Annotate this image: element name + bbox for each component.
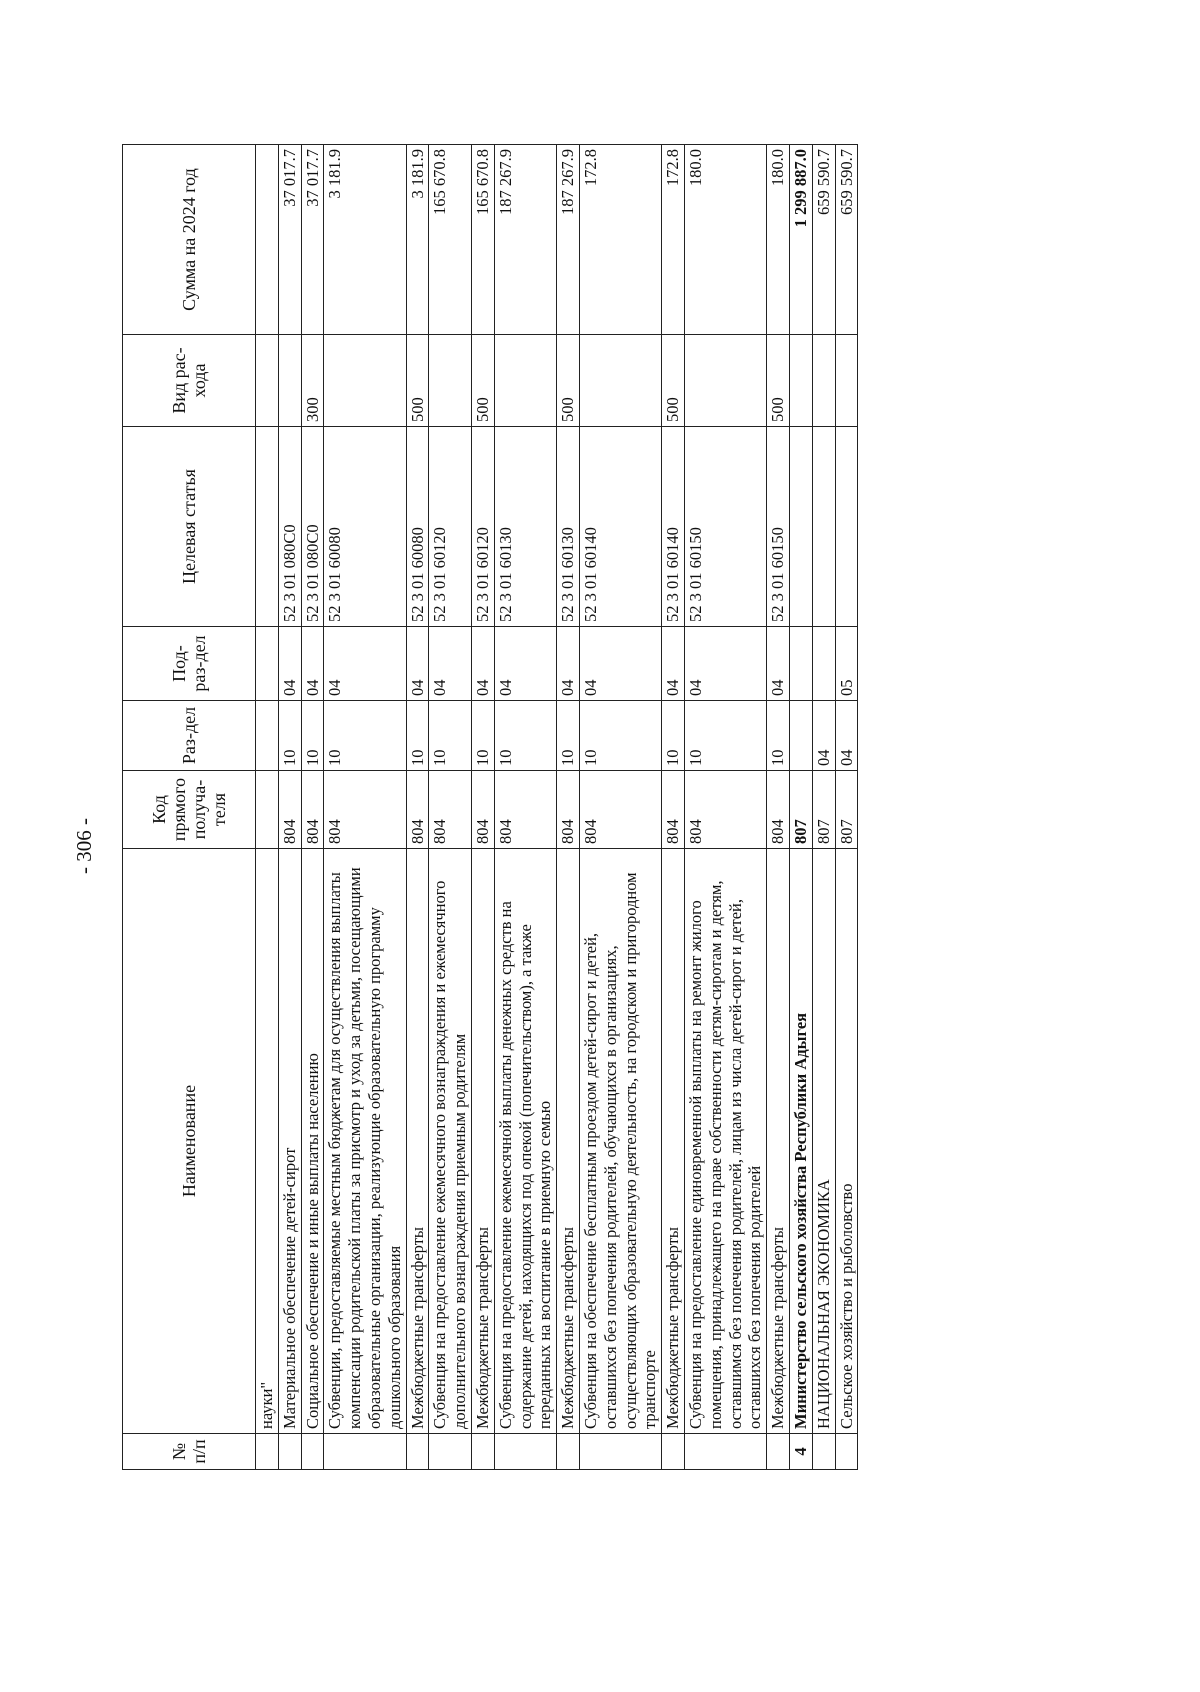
cell-name: Субвенции, предоставляемые местным бюджетам для осуществления выплаты компенсации родительской платы за присмотр и уход за детьми, посещающими образовательные организации, реализующие образовательную программу дошкольного образования <box>324 849 406 1434</box>
cell-subsection: 04 <box>557 627 580 701</box>
cell-recipient-code: 804 <box>579 771 661 849</box>
header-section: Раз-дел <box>123 701 256 771</box>
cell-target-article: 52 3 01 60130 <box>557 427 580 627</box>
cell-num <box>684 1434 766 1470</box>
cell-amount: 180.0 <box>684 145 766 335</box>
cell-expense-type <box>494 335 556 427</box>
cell-amount: 3 181.9 <box>406 145 429 335</box>
cell-num <box>324 1434 406 1470</box>
cell-section: 10 <box>324 701 406 771</box>
header-num: № п/п <box>123 1434 256 1470</box>
table-row <box>301 145 324 1470</box>
cell-section: 10 <box>278 701 301 771</box>
cell-target-article: 52 3 01 60080 <box>406 427 429 627</box>
cell-amount: 37 017.7 <box>278 145 301 335</box>
rotated-table-container <box>122 145 982 1470</box>
cell-name: Сельское хозяйство и рыболовство <box>835 849 858 1434</box>
table-row <box>557 145 580 1470</box>
cell-section: 10 <box>767 701 790 771</box>
cell-subsection: 04 <box>579 627 661 701</box>
cell-subsection: 05 <box>835 627 858 701</box>
cell-name: Субвенция на предоставление единовременной выплаты на ремонт жилого помещения, принадлежащего на праве собственности детям-сиротам и детям, оставшимся без попечения родителей, лицам из числа детей-сирот и детей, оставшихся без попечения родителей <box>684 849 766 1434</box>
cell-amount: 659 590.7 <box>812 145 835 335</box>
cell-num <box>256 1434 279 1470</box>
cell-num <box>579 1434 661 1470</box>
cell-name: Субвенция на предоставление ежемесячного вознаграждения и ежемесячного дополнительного вознаграждения приемным родителям <box>429 849 472 1434</box>
cell-expense-type <box>684 335 766 427</box>
cell-expense-type <box>278 335 301 427</box>
cell-recipient-code <box>256 771 279 849</box>
header-amount: Сумма на 2024 год <box>123 145 256 335</box>
cell-name: Межбюджетные трансферты <box>557 849 580 1434</box>
cell-num <box>471 1434 494 1470</box>
header-recipient-code: Код прямого получа-теля <box>123 771 256 849</box>
cell-num: 4 <box>789 1434 812 1470</box>
table-row <box>767 145 790 1470</box>
cell-expense-type <box>789 335 812 427</box>
cell-expense-type: 500 <box>471 335 494 427</box>
cell-target-article: 52 3 01 60140 <box>662 427 685 627</box>
table-row <box>812 145 835 1470</box>
table-row <box>429 145 472 1470</box>
cell-subsection: 04 <box>406 627 429 701</box>
cell-target-article: 52 3 01 60130 <box>494 427 556 627</box>
cell-num <box>429 1434 472 1470</box>
cell-target-article <box>835 427 858 627</box>
cell-section: 10 <box>301 701 324 771</box>
table-header-row <box>123 145 256 1470</box>
cell-expense-type: 300 <box>301 335 324 427</box>
cell-expense-type: 500 <box>406 335 429 427</box>
cell-amount: 3 181.9 <box>324 145 406 335</box>
cell-section: 04 <box>812 701 835 771</box>
cell-expense-type <box>429 335 472 427</box>
cell-recipient-code: 804 <box>767 771 790 849</box>
cell-recipient-code: 807 <box>835 771 858 849</box>
cell-amount: 165 670.8 <box>471 145 494 335</box>
cell-amount: 172.8 <box>579 145 661 335</box>
table-row <box>579 145 661 1470</box>
cell-subsection: 04 <box>494 627 556 701</box>
cell-amount: 180.0 <box>767 145 790 335</box>
cell-recipient-code: 804 <box>684 771 766 849</box>
cell-recipient-code: 804 <box>301 771 324 849</box>
cell-num <box>835 1434 858 1470</box>
cell-section: 10 <box>494 701 556 771</box>
cell-recipient-code: 804 <box>557 771 580 849</box>
cell-subsection <box>789 627 812 701</box>
page-number: - 306 - <box>72 818 96 874</box>
cell-section: 10 <box>429 701 472 771</box>
cell-name: науки" <box>256 849 279 1434</box>
cell-name: Межбюджетные трансферты <box>767 849 790 1434</box>
cell-name: Социальное обеспечение и иные выплаты населению <box>301 849 324 1434</box>
table-row <box>256 145 279 1470</box>
cell-target-article <box>256 427 279 627</box>
cell-amount: 165 670.8 <box>429 145 472 335</box>
cell-name: Межбюджетные трансферты <box>406 849 429 1434</box>
cell-recipient-code: 807 <box>789 771 812 849</box>
cell-recipient-code: 804 <box>278 771 301 849</box>
cell-target-article: 52 3 01 60120 <box>429 427 472 627</box>
header-subsection: Под-раз-дел <box>123 627 256 701</box>
cell-name: Министерство сельского хозяйства Республики Адыгея <box>789 849 812 1434</box>
cell-target-article: 52 3 01 60080 <box>324 427 406 627</box>
cell-section: 10 <box>662 701 685 771</box>
cell-recipient-code: 804 <box>324 771 406 849</box>
cell-expense-type <box>324 335 406 427</box>
cell-num <box>494 1434 556 1470</box>
cell-section <box>256 701 279 771</box>
cell-section: 04 <box>835 701 858 771</box>
table-row <box>471 145 494 1470</box>
table-row <box>662 145 685 1470</box>
cell-name: Межбюджетные трансферты <box>471 849 494 1434</box>
cell-amount: 187 267.9 <box>494 145 556 335</box>
cell-expense-type: 500 <box>662 335 685 427</box>
cell-subsection: 04 <box>324 627 406 701</box>
table-row <box>789 145 812 1470</box>
cell-subsection <box>256 627 279 701</box>
table-row <box>324 145 406 1470</box>
cell-expense-type <box>812 335 835 427</box>
cell-subsection: 04 <box>429 627 472 701</box>
cell-amount: 1 299 887.0 <box>789 145 812 335</box>
cell-expense-type <box>835 335 858 427</box>
cell-section: 10 <box>406 701 429 771</box>
cell-amount <box>256 145 279 335</box>
cell-expense-type <box>579 335 661 427</box>
cell-amount: 187 267.9 <box>557 145 580 335</box>
cell-recipient-code: 807 <box>812 771 835 849</box>
cell-num <box>767 1434 790 1470</box>
cell-section <box>789 701 812 771</box>
cell-subsection: 04 <box>278 627 301 701</box>
cell-subsection: 04 <box>301 627 324 701</box>
cell-num <box>662 1434 685 1470</box>
cell-num <box>278 1434 301 1470</box>
cell-amount: 37 017.7 <box>301 145 324 335</box>
cell-expense-type <box>256 335 279 427</box>
cell-recipient-code: 804 <box>494 771 556 849</box>
cell-subsection: 04 <box>471 627 494 701</box>
cell-target-article: 52 3 01 080C0 <box>301 427 324 627</box>
cell-name: Материальное обеспечение детей-сирот <box>278 849 301 1434</box>
cell-expense-type: 500 <box>767 335 790 427</box>
cell-amount: 659 590.7 <box>835 145 858 335</box>
table-row <box>835 145 858 1470</box>
cell-target-article: 52 3 01 60150 <box>684 427 766 627</box>
cell-name: Субвенция на обеспечение бесплатным проездом детей-сирот и детей, оставшихся без попечения родителей, обучающихся в организациях, осуществляющих образовательную деятельность, на городском и пригородном транспорте <box>579 849 661 1434</box>
cell-target-article: 52 3 01 60150 <box>767 427 790 627</box>
table-row <box>684 145 766 1470</box>
table-row <box>494 145 556 1470</box>
header-target-article: Целевая статья <box>123 427 256 627</box>
cell-num <box>301 1434 324 1470</box>
cell-amount: 172.8 <box>662 145 685 335</box>
cell-section: 10 <box>471 701 494 771</box>
header-expense-type: Вид рас-хода <box>123 335 256 427</box>
cell-subsection: 04 <box>767 627 790 701</box>
cell-section: 10 <box>684 701 766 771</box>
cell-num <box>557 1434 580 1470</box>
cell-name: Субвенция на предоставление ежемесячной выплаты денежных средств на содержание детей, находящихся под опекой (попечительством), а также переданных на воспитание в приемную семью <box>494 849 556 1434</box>
cell-name: НАЦИОНАЛЬНАЯ ЭКОНОМИКА <box>812 849 835 1434</box>
cell-expense-type: 500 <box>557 335 580 427</box>
cell-target-article <box>789 427 812 627</box>
cell-target-article <box>812 427 835 627</box>
cell-recipient-code: 804 <box>429 771 472 849</box>
cell-subsection: 04 <box>662 627 685 701</box>
cell-target-article: 52 3 01 080C0 <box>278 427 301 627</box>
cell-subsection <box>812 627 835 701</box>
cell-recipient-code: 804 <box>406 771 429 849</box>
cell-recipient-code: 804 <box>662 771 685 849</box>
cell-name: Межбюджетные трансферты <box>662 849 685 1434</box>
table-row <box>278 145 301 1470</box>
cell-num <box>406 1434 429 1470</box>
cell-target-article: 52 3 01 60140 <box>579 427 661 627</box>
header-name: Наименование <box>123 849 256 1434</box>
cell-recipient-code: 804 <box>471 771 494 849</box>
cell-num <box>812 1434 835 1470</box>
cell-target-article: 52 3 01 60120 <box>471 427 494 627</box>
cell-section: 10 <box>579 701 661 771</box>
cell-subsection: 04 <box>684 627 766 701</box>
table-row <box>406 145 429 1470</box>
budget-table <box>122 144 858 1470</box>
cell-section: 10 <box>557 701 580 771</box>
